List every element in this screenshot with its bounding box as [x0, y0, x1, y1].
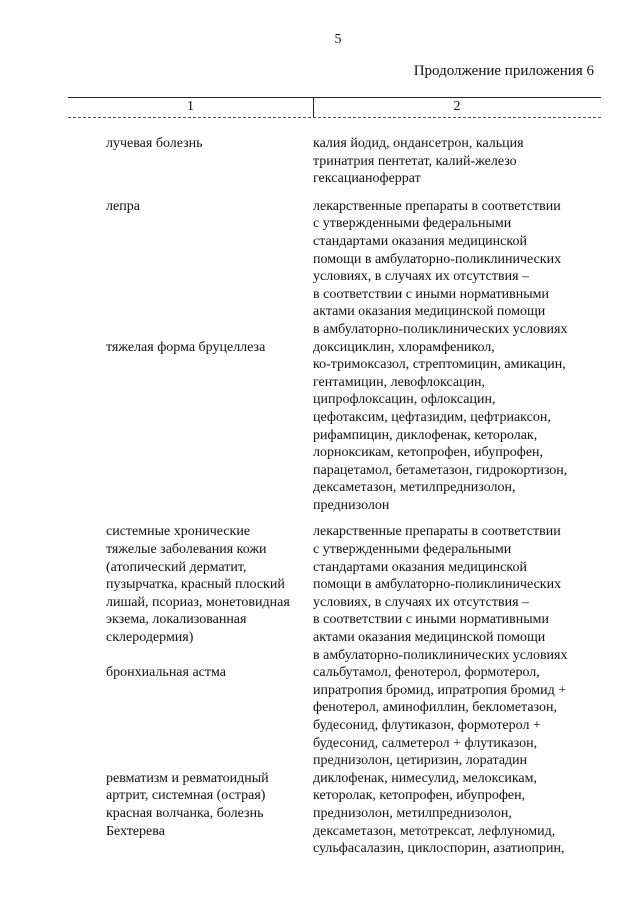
condition-cell: бронхиальная астма [106, 665, 226, 681]
drugs-cell: диклофенак, нимесулид, мелоксикам, кеторолак, кетопрофен, ибупрофен, преднизолон, метилпреднизолон, дексаметазон, метотрексат, лефлуномид, сульфасалазин, циклоспорин, азатиоприн, [313, 770, 565, 857]
condition-cell: тяжелая форма бруцеллеза [106, 339, 266, 355]
table-row [106, 664, 606, 770]
page-number: 5 [334, 32, 342, 47]
table-header-top-border [68, 97, 601, 98]
table-header-bottom-border [68, 117, 601, 118]
table-row [106, 339, 606, 515]
table-row [106, 135, 606, 188]
continuation-title: Продолжение приложения 6 [413, 63, 594, 79]
condition-cell: системные хронические тяжелые заболевания кожи (атопический дерматит, пузырчатка, красный плоский лишай, псориаз, монетовидная экзема, локализованная склеродермия) [106, 524, 290, 646]
table-row [106, 198, 606, 339]
table-body [106, 135, 606, 858]
condition-cell: лепра [106, 198, 140, 214]
table-row [106, 523, 606, 664]
condition-cell: ревматизм и ревматоидный артрит, системная (острая) красная волчанка, болезнь Бехтерева [106, 770, 269, 839]
drugs-cell: сальбутамол, фенотерол, формотерол, ипратропия бромид, ипратропия бромид + фенотерол, аминофиллин, беклометазон, будесонид, флутиказон, формотерол + будесонид, салметерол + флутиказон, преднизолон, цетиризин, лоратадин [313, 665, 567, 769]
drugs-cell: лекарственные препараты в соответствии с утвержденными федеральными стандартами оказания медицинской помощи в амбулаторно-поликлинических условиях, в случаях их отсутствия – в соответствии с иными нормативными актами оказания медицинской помощи в амбулаторно-поликлинических условиях [313, 524, 568, 663]
table-row [106, 770, 606, 858]
drugs-cell: калия йодид, ондансетрон, кальция тринатрия пентетат, калий-железо гексацианоферрат [313, 136, 524, 187]
column-header-2: 2 [453, 99, 461, 114]
drugs-cell: доксициклин, хлорамфеникол, ко-тримоксазол, стрептомицин, амикацин, гентамицин, левофлоксацин, ципрофлоксацин, офлоксацин, цефотаксим, цефтазидим, цефтриаксон, рифампицин, диклофенак, кеторолак, лорноксикам, кетопрофен, ибупрофен, парацетамол, бетаметазон, гидрокортизон, дексаметазон, метилпреднизолон, преднизолон [313, 339, 568, 513]
column-header-1: 1 [187, 99, 194, 114]
condition-cell: лучевая болезнь [106, 136, 203, 151]
drugs-cell: лекарственные препараты в соответствии с утвержденными федеральными стандартами оказания медицинской помощи в амбулаторно-поликлинических условиях, в случаях их отсутствия – в соответствии с иными нормативными актами оказания медицинской помощи в амбулаторно-поликлинических условиях [313, 198, 568, 337]
